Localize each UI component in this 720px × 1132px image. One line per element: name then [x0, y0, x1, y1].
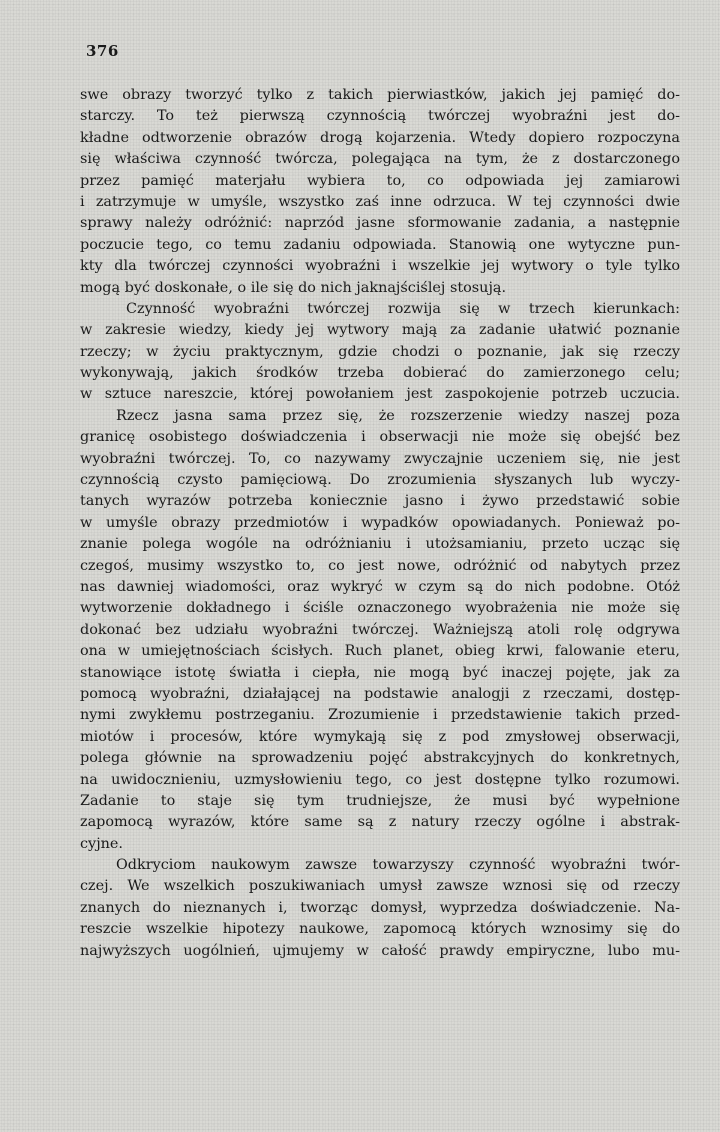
text-line: najwyższych uogólnień, ujmujemy w całość prawdy empiryczne, lubo mu-	[80, 942, 680, 959]
body-text	[80, 85, 680, 962]
text-line: znanych do nieznanych i, tworząc domysł, wyprzedza doświadczenie. Na-	[80, 899, 680, 916]
text-line: mogą być doskonałe, o ile się do nich jaknajściślej stosują.	[80, 279, 507, 296]
text-line: sprawy należy odróżnić: naprzód jasne sformowanie zadania, a następnie	[80, 215, 680, 232]
text-line: kładne odtworzenie obrazów drogą kojarzenia. Wtedy dopiero rozpoczyna	[80, 129, 680, 146]
text-line: się właściwa czynność twórcza, polegająca na tym, że z dostarczonego	[80, 151, 680, 168]
text-line: pomocą wyobraźni, działającej na podstawie analogji z rzeczami, dostęp-	[80, 685, 680, 702]
text-line: Odkryciom naukowym zawsze towarzyszy czynność wyobraźni twór-	[116, 857, 680, 874]
text-line: zapomocą wyrazów, które same są z natury rzeczy ogólne i abstrak-	[80, 814, 680, 831]
text-line: starczy. To też pierwszą czynnością twórczej wyobraźni jest do-	[80, 108, 680, 125]
text-line: cyjne.	[80, 835, 124, 852]
text-line: wykonywają, jakich środków trzeba dobierać do zamierzonego celu;	[80, 365, 680, 382]
text-line: poczucie tego, co temu zadaniu odpowiada. Stanowią one wytyczne pun-	[80, 236, 680, 253]
page-number: 376	[86, 42, 119, 60]
text-line: wytworzenie dokładnego i ściśle oznaczonego wyobrażenia nie może się	[80, 600, 680, 617]
text-line: miotów i procesów, które wymykają się z pod zmysłowej obserwacji,	[80, 728, 680, 745]
text-line: nymi zwykłemu postrzeganiu. Zrozumienie i przedstawienie takich przed-	[80, 707, 680, 724]
text-line: nas dawniej wiadomości, oraz wykryć w czym są do nich podobne. Otóż	[80, 578, 680, 595]
text-line: w sztuce nareszcie, której powołaniem jest zaspokojenie potrzeb uczucia.	[80, 386, 680, 403]
text-line: kty dla twórczej czynności wyobraźni i wszelkie jej wytwory o tyle tylko	[80, 258, 680, 275]
text-line: w zakresie wiedzy, kiedy jej wytwory mają za zadanie ułatwić poznanie	[80, 322, 680, 339]
text-line: na uwidocznieniu, uzmysłowieniu tego, co jest dostępne tylko rozumowi.	[80, 771, 680, 788]
text-line: Zadanie to staje się tym trudniejsze, że musi być wypełnione	[80, 792, 680, 809]
text-line: ona w umiejętnościach ścisłych. Ruch planet, obieg krwi, falowanie eteru,	[80, 643, 680, 660]
text-line: rzeczy; w życiu praktycznym, gdzie chodzi o poznanie, jak się rzeczy	[80, 343, 680, 360]
text-line: przez pamięć materjału wybiera to, co odpowiada jej zamiarowi	[80, 172, 680, 189]
text-line: stanowiące istotę światła i ciepła, nie mogą być inaczej pojęte, jak za	[80, 664, 680, 681]
text-line: i zatrzymuje w umyśle, wszystko zaś inne odrzuca. W tej czynności dwie	[80, 193, 680, 210]
text-line: polega głównie na sprowadzeniu pojęć abstrakcyjnych do konkretnych,	[80, 750, 680, 767]
text-line: czynnością czysto pamięciową. Do zrozumienia słyszanych lub wyczy-	[80, 472, 680, 489]
text-line: Czynność wyobraźni twórczej rozwija się w trzech kierunkach:	[126, 300, 680, 317]
text-line: swe obrazy tworzyć tylko z takich pierwiastków, jakich jej pamięć do-	[80, 87, 680, 103]
text-line: w umyśle obrazy przedmiotów i wypadków opowiadanych. Ponieważ po-	[80, 514, 680, 531]
text-line: czegoś, musimy wszystko to, co jest nowe, odróżnić od nabytych przez	[80, 557, 680, 574]
text-line: dokonać bez udziału wyobraźni twórczej. Ważniejszą atoli rolę odgrywa	[80, 621, 680, 638]
text-line: wyobraźni twórczej. To, co nazywamy zwyczajnie uczeniem się, nie jest	[80, 450, 680, 467]
text-line: Rzecz jasna sama przez się, że rozszerzenie wiedzy naszej poza	[116, 407, 680, 424]
text-line: granicę osobistego doświadczenia i obserwacji nie może się obejść bez	[80, 429, 680, 446]
text-line: reszcie wszelkie hipotezy naukowe, zapomocą których wznosimy się do	[80, 921, 680, 938]
text-line: znanie polega wogóle na odróżnianiu i utożsamianiu, przeto ucząc się	[80, 536, 680, 553]
text-line: tanych wyrazów potrzeba koniecznie jasno i żywo przedstawić sobie	[80, 493, 680, 510]
text-line: czej. We wszelkich poszukiwaniach umysł zawsze wznosi się od rzeczy	[80, 878, 680, 895]
